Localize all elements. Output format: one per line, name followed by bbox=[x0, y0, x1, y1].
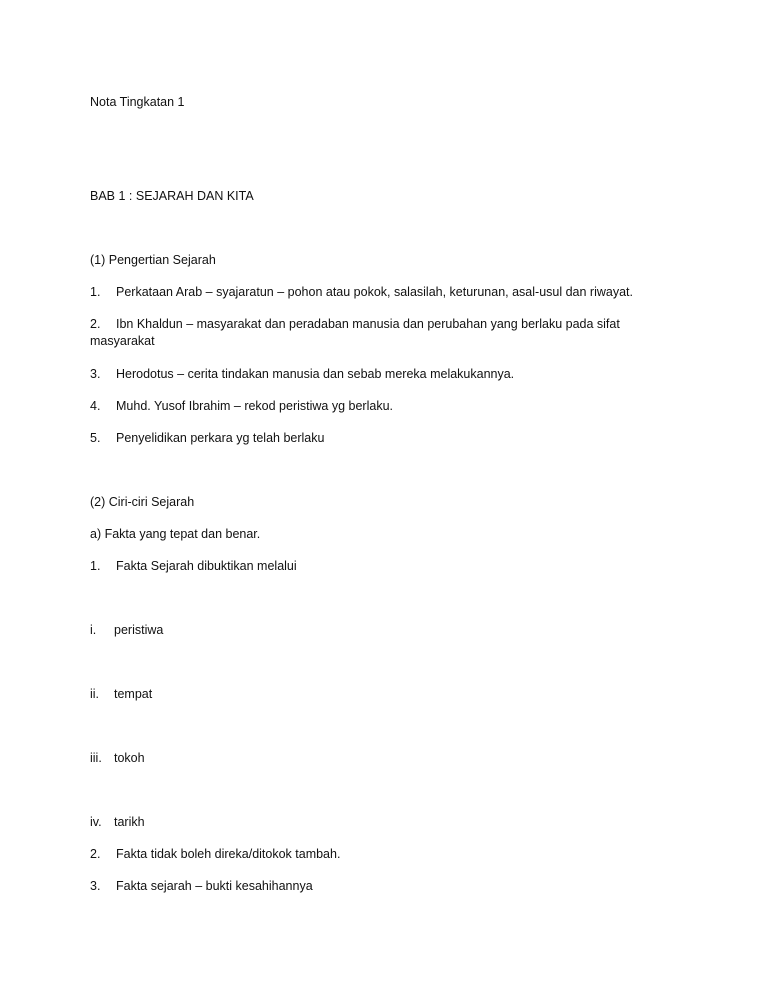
item-text: peristiwa bbox=[114, 623, 164, 637]
section-title-ciri: (2) Ciri-ciri Sejarah bbox=[90, 495, 195, 509]
item-number: 1. bbox=[90, 285, 101, 299]
document-header: Nota Tingkatan 1 bbox=[90, 95, 185, 109]
item-text: tarikh bbox=[114, 815, 145, 829]
item-text: Fakta Sejarah dibuktikan melalui bbox=[116, 559, 297, 573]
roman-item bbox=[90, 750, 145, 766]
item-number: 4. bbox=[90, 399, 101, 413]
item-number: ii. bbox=[90, 687, 100, 701]
list-item bbox=[90, 316, 620, 332]
item-text: Fakta sejarah – bukti kesahihannya bbox=[116, 879, 313, 893]
item-text: Perkataan Arab – syajaratun – pohon atau pokok, salasilah, keturunan, asal-usul dan riwayat. bbox=[116, 285, 633, 299]
item-number: 5. bbox=[90, 431, 101, 445]
item-number: i. bbox=[90, 623, 97, 637]
list-item bbox=[90, 878, 313, 894]
item-number: 3. bbox=[90, 879, 101, 893]
list-item bbox=[90, 284, 633, 300]
item-number: iv. bbox=[90, 815, 102, 829]
item-number: 2. bbox=[90, 847, 101, 861]
item-text: Ibn Khaldun – masyarakat dan peradaban manusia dan perubahan yang berlaku pada sifat bbox=[116, 317, 620, 331]
item-text: Herodotus – cerita tindakan manusia dan sebab mereka melakukannya. bbox=[116, 367, 515, 381]
roman-item bbox=[90, 686, 152, 702]
item-text: Penyelidikan perkara yg telah berlaku bbox=[116, 431, 325, 445]
item-text: Fakta tidak boleh direka/ditokok tambah. bbox=[116, 847, 341, 861]
item-text-continuation: masyarakat bbox=[90, 334, 155, 348]
chapter-title: BAB 1 : SEJARAH DAN KITA bbox=[90, 189, 254, 203]
list-item bbox=[90, 398, 393, 414]
sub-heading-a: a) Fakta yang tepat dan benar. bbox=[90, 527, 261, 541]
list-item bbox=[90, 366, 514, 382]
item-text: tokoh bbox=[114, 751, 145, 765]
list-item bbox=[90, 430, 324, 446]
item-number: 2. bbox=[90, 317, 101, 331]
item-text: Muhd. Yusof Ibrahim – rekod peristiwa yg berlaku. bbox=[116, 399, 393, 413]
item-text: tempat bbox=[114, 687, 153, 701]
roman-item bbox=[90, 814, 145, 830]
item-number: 1. bbox=[90, 559, 101, 573]
section-title-pengertian: (1) Pengertian Sejarah bbox=[90, 253, 216, 267]
item-number: iii. bbox=[90, 751, 102, 765]
item-number: 3. bbox=[90, 367, 101, 381]
list-item bbox=[90, 558, 297, 574]
roman-item bbox=[90, 622, 163, 638]
list-item bbox=[90, 846, 340, 862]
